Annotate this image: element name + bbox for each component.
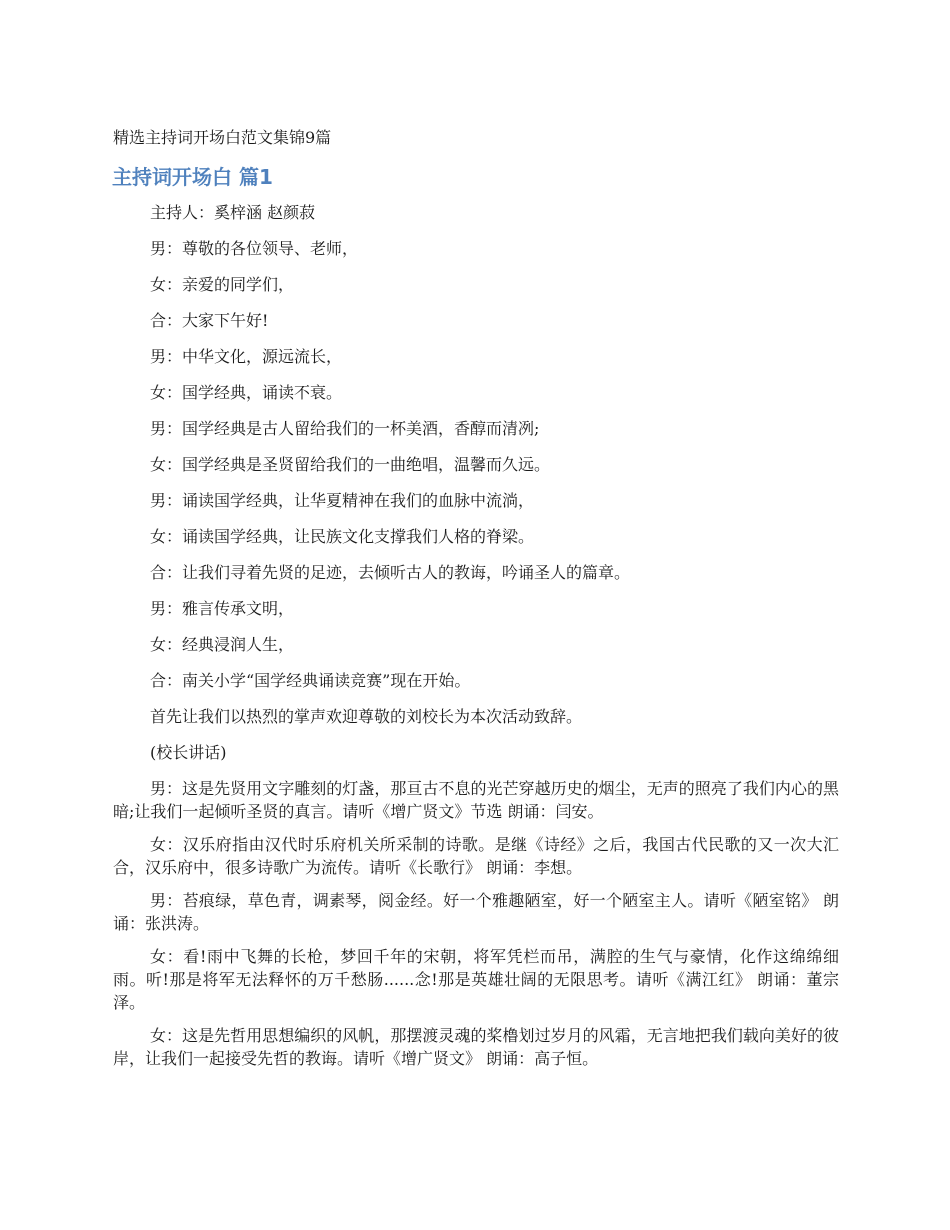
paragraph-multiline: 女：看!雨中飞舞的长枪，梦回千年的宋朝，将军凭栏而吊，满腔的生气与豪情，化作这绵绵细雨。听!那是将军无法释怀的万千愁肠......念!那是英雄壮阔的无限思考。请听《满江红》 朗诵：董宗泽。 <box>113 947 839 1012</box>
paragraph-hosts: 主持人：奚梓涵 赵颜菽 <box>150 203 316 222</box>
paragraph-line: (校长讲话) <box>150 743 227 762</box>
paragraph-line: 女：亲爱的同学们， <box>150 275 295 294</box>
paragraph-multiline: 女：这是先哲用思想编织的风帆，那摆渡灵魂的桨橹划过岁月的风霜，无言地把我们载向美好的彼岸，让我们一起接受先哲的教诲。请听《增广贤文》 朗诵：高子恒。 <box>113 1026 839 1068</box>
paragraph-line: 男：诵读国学经典，让华夏精神在我们的血脉中流淌， <box>150 491 535 510</box>
paragraph-line: 女：国学经典是圣贤留给我们的一曲绝唱，温馨而久远。 <box>150 455 551 474</box>
paragraph-line: 男：尊敬的各位领导、老师， <box>150 239 359 258</box>
paragraph-multiline: 男：苔痕绿，草色青，调素琴，阅金经。好一个雅趣陋室，好一个陋室主人。请听《陋室铭》 朗诵：张洪涛。 <box>113 891 839 933</box>
section-heading: 主持词开场白 篇1 <box>112 165 273 189</box>
paragraph-line: 合：南关小学“国学经典诵读竞赛”现在开始。 <box>150 671 471 690</box>
paragraph-line: 女：经典浸润人生， <box>150 635 295 654</box>
paragraph-line: 女：诵读国学经典，让民族文化支撑我们人格的脊梁。 <box>150 527 535 546</box>
paragraph-multiline: 男：这是先贤用文字雕刻的灯盏，那亘古不息的光芒穿越历史的烟尘，无声的照亮了我们内心的黑暗;让我们一起倾听圣贤的真言。请听《增广贤文》节选 朗诵：闫安。 <box>113 779 839 821</box>
paragraph-multiline: 女：汉乐府指由汉代时乐府机关所采制的诗歌。是继《诗经》之后，我国古代民歌的又一次大汇合，汉乐府中，很多诗歌广为流传。请听《长歌行》 朗诵：李想。 <box>113 835 839 877</box>
document-body <box>113 201 839 1080</box>
paragraph-line: 女：国学经典，诵读不衰。 <box>150 383 343 402</box>
paragraph-line: 男：雅言传承文明， <box>150 599 295 618</box>
paragraph-line: 男：中华文化，源远流长， <box>150 347 343 366</box>
paragraph-line: 首先让我们以热烈的掌声欢迎尊敬的刘校长为本次活动致辞。 <box>150 707 583 726</box>
paragraph-line: 男：国学经典是古人留给我们的一杯美酒，香醇而清冽; <box>150 419 540 438</box>
paragraph-line: 合：让我们寻着先贤的足迹，去倾听古人的教诲，吟诵圣人的篇章。 <box>150 563 631 582</box>
paragraph-line: 合：大家下午好! <box>150 311 269 330</box>
document-title: 精选主持词开场白范文集锦9篇 <box>113 128 332 147</box>
